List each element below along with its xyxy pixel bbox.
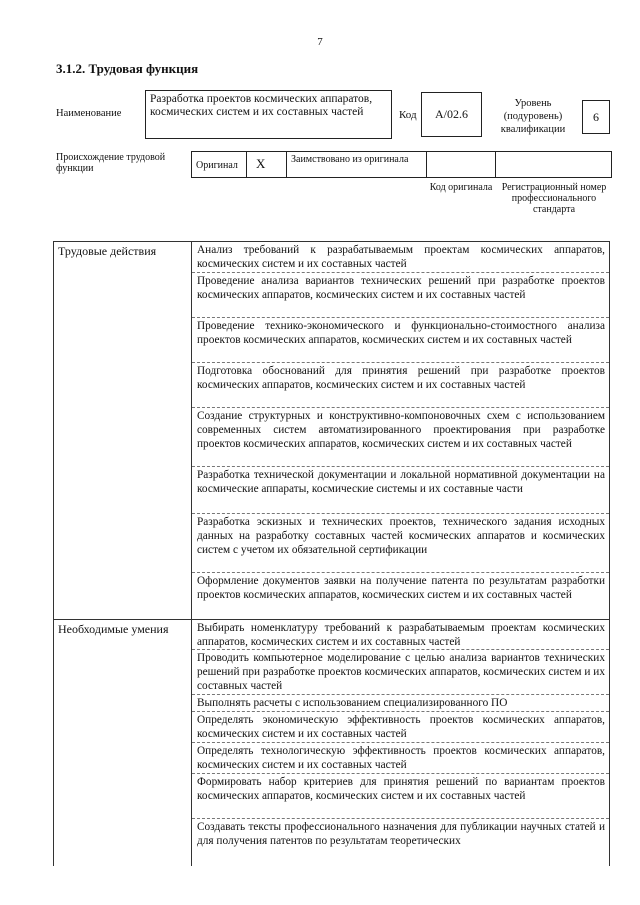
origin-label: Происхождение трудовой функции (56, 152, 166, 174)
list-item: Разработка эскизных и технических проектов, технического задания исходных данных на разработку составных частей космических аппаратов и космических систем с учетом их обязательной сертификации (192, 514, 609, 573)
origin-divider-1 (246, 151, 247, 178)
skills-list (192, 620, 609, 850)
original-mark: X (256, 156, 266, 171)
actions-list (192, 242, 609, 619)
original-label: Оригинал (196, 160, 238, 171)
section-title: 3.1.2. Трудовая функция (56, 61, 199, 76)
list-item: Проводить компьютерное моделирование с целью анализа вариантов технических решений при разработке проектов космических аппаратов, космических систем и их составных частей (192, 650, 609, 695)
list-item: Выполнять расчеты с использованием специализированного ПО (192, 695, 609, 712)
origin-divider-4 (495, 151, 496, 178)
level-label: Уровень (подуровень) квалификации (500, 98, 566, 135)
origin-divider-2 (286, 151, 287, 178)
list-item: Создавать тексты профессионального назначения для публикации научных статей и для получения патентов по результатам теоретических (197, 821, 605, 847)
list-item: Проведение анализа вариантов технических решений при разработке проектов космических аппаратов, космических систем и их составных частей (192, 273, 609, 318)
level-value-box (582, 100, 610, 134)
origin-divider-3 (426, 151, 427, 178)
code-value: А/02.6 (435, 107, 468, 121)
name-label: Наименование (56, 108, 122, 119)
table-border-right (609, 241, 610, 866)
list-item: Разработка технической документации и локальной нормативной документации на космические аппараты, космические системы и их составные части (192, 467, 609, 514)
list-item: Анализ требований к разрабатываемым проектам космических аппаратов, космических систем и их составных частей (192, 242, 609, 273)
list-item: Оформление документов заявки на получение патента по результатам разработки проектов космических аппаратов, космических систем и их составных частей (197, 575, 605, 601)
list-item: Создание структурных и конструктивно-компоновочных схем с использованием современных систем автоматизированного проектирования при разработке проектов космических аппаратов, космических систем и их составных частей (192, 408, 609, 467)
section-label-skills: Необходимые умения (58, 622, 169, 636)
code-label: Код (399, 109, 417, 121)
list-item: Формировать набор критериев для принятия решений по вариантам проектов космических аппаратов, космических систем и их составных частей (192, 774, 609, 819)
function-name-box (145, 90, 392, 139)
list-item: Определять технологическую эффективность проектов космических аппаратов, космических систем и их составных частей (192, 743, 609, 774)
level-value: 6 (593, 109, 599, 124)
list-item: Определять экономическую эффективность проектов космических аппаратов, космических систем и их составных частей (192, 712, 609, 743)
list-item: Выбирать номенклатуру требований к разрабатываемым проектам космических аппаратов, космических систем и их составных частей (192, 620, 609, 650)
code-value-box (421, 92, 482, 137)
section-label-actions: Трудовые действия (58, 244, 157, 258)
borrowed-label: Заимствовано из оригинала (291, 154, 409, 165)
list-item: Подготовка обоснований для принятия решений при разработке проектов космических аппаратов, космических систем и их составных частей (192, 363, 609, 408)
reg-number-label: Регистрационный номер профессионального стандарта (501, 182, 607, 215)
table-border-left (53, 241, 54, 866)
list-item: Проведение технико-экономического и функционально-стоимостного анализа проектов космических аппаратов, космических систем и их составных частей (192, 318, 609, 363)
code-original-label: Код оригинала (429, 182, 493, 193)
function-name-value: Разработка проектов космических аппаратов, космических систем и их составных частей (150, 93, 373, 118)
page-number: 7 (317, 36, 323, 48)
